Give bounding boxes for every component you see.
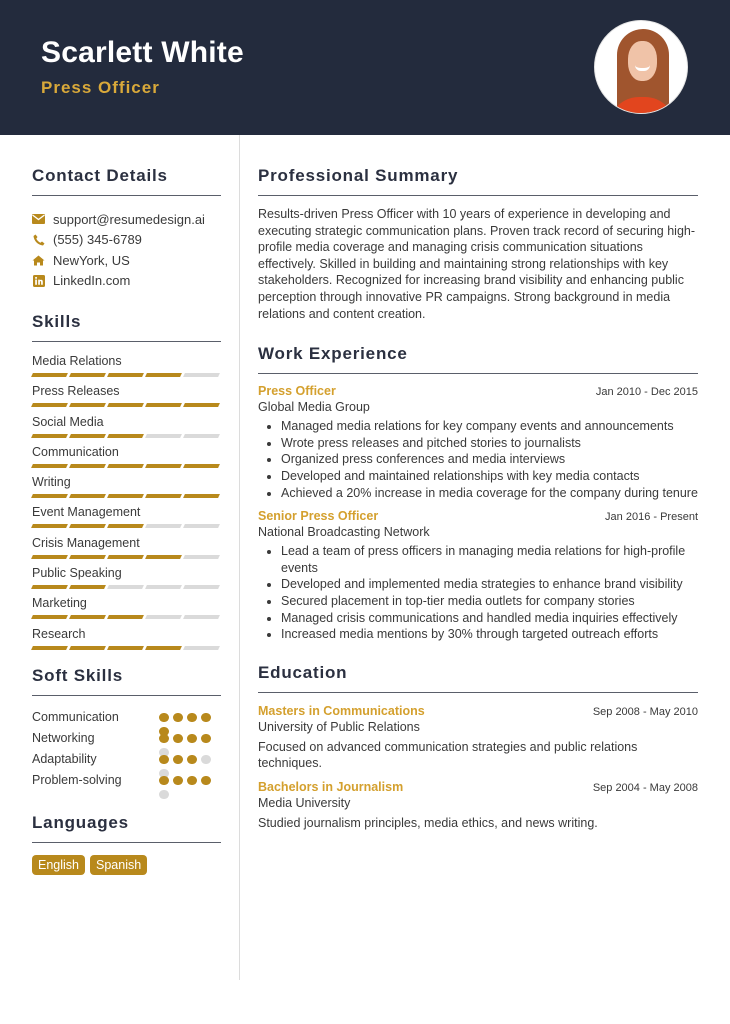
education-description: Studied journalism principles, media ethics, and news writing.	[258, 815, 598, 830]
languages-section	[32, 813, 221, 875]
job-dates: Jan 2016 - Present	[605, 511, 698, 524]
rating-dot	[173, 776, 183, 786]
rating-dot	[187, 755, 197, 765]
level-segment	[31, 585, 68, 589]
section-divider	[32, 695, 221, 696]
job-title: Senior Press Officer	[258, 509, 379, 524]
linkedin-icon	[32, 274, 45, 287]
skill-item	[32, 349, 221, 379]
level-segment	[183, 464, 220, 468]
level-segment	[145, 585, 182, 589]
skills-section	[32, 312, 221, 652]
section-divider	[32, 842, 221, 843]
level-segment	[145, 403, 182, 407]
job-bullets	[258, 418, 698, 501]
rating-dot	[201, 713, 211, 723]
level-segment	[69, 494, 106, 498]
soft-skill-item	[32, 728, 221, 749]
skill-name: Research	[32, 626, 86, 641]
school-name: University of Public Relations	[258, 719, 420, 734]
rating-dot	[187, 734, 197, 744]
soft-skill-item	[32, 707, 221, 728]
degree-name: Masters in Communications	[258, 703, 425, 718]
level-segment	[145, 524, 182, 528]
level-segment	[107, 524, 144, 528]
soft-skill-item	[32, 770, 221, 791]
school-name: Media University	[258, 795, 351, 810]
experience-entry	[258, 509, 698, 643]
level-segment	[31, 524, 68, 528]
level-segment	[69, 373, 106, 377]
skill-name: Writing	[32, 475, 71, 490]
education-entry	[258, 780, 698, 832]
level-segment	[183, 555, 220, 559]
level-segment	[31, 373, 68, 377]
section-heading: Languages	[32, 812, 129, 832]
contact-section	[32, 135, 221, 291]
rating-dot	[159, 776, 169, 786]
section-heading: Contact Details	[32, 166, 168, 185]
level-segment	[31, 555, 68, 559]
bullet-item: • Managed crisis communications and handled media inquiries effectively	[281, 610, 698, 627]
level-segment	[107, 434, 144, 438]
level-segment	[69, 524, 106, 528]
skill-name: Marketing	[32, 596, 87, 611]
rating-dot	[187, 776, 197, 786]
rating-dot	[201, 734, 211, 744]
level-segment	[107, 373, 144, 377]
education-description: Focused on advanced communication strategies and public relations techniques.	[258, 739, 638, 771]
level-segment	[31, 494, 68, 498]
rating-dot	[159, 755, 169, 765]
skill-item	[32, 561, 221, 591]
skill-item	[32, 470, 221, 500]
level-segment	[145, 615, 182, 619]
level-segment	[183, 646, 220, 650]
candidate-name: Scarlett White	[41, 36, 244, 69]
level-segment	[31, 434, 68, 438]
main-content	[258, 135, 698, 831]
education-entry	[258, 704, 698, 772]
rating-dot	[159, 790, 169, 800]
skill-name: Crisis Management	[32, 535, 140, 550]
column-divider	[239, 135, 240, 980]
skill-item	[32, 622, 221, 652]
bullet-item: • Increased media mentions by 30% through targeted outreach efforts	[281, 626, 698, 643]
language-badge: English	[32, 855, 85, 875]
section-divider	[258, 195, 698, 196]
section-heading: Professional Summary	[258, 166, 459, 185]
level-segment	[107, 555, 144, 559]
skill-item	[32, 500, 221, 530]
level-segment	[69, 585, 106, 589]
rating-dot	[159, 713, 169, 723]
company-name: National Broadcasting Network	[258, 525, 430, 540]
skill-level-bar	[32, 524, 221, 528]
rating-dot	[201, 755, 211, 765]
skill-name: Event Management	[32, 505, 141, 520]
home-icon	[32, 254, 45, 267]
level-segment	[69, 646, 106, 650]
contact-linkedin[interactable]: LinkedIn.com	[32, 271, 221, 292]
rating-dot	[201, 776, 211, 786]
level-segment	[145, 464, 182, 468]
bullet-item: • Managed media relations for key company events and announcements	[281, 418, 698, 435]
summary-section	[258, 135, 698, 322]
rating-dot	[173, 755, 183, 765]
skill-level-bar	[32, 373, 221, 377]
level-segment	[107, 403, 144, 407]
level-segment	[31, 615, 68, 619]
level-segment	[31, 646, 68, 650]
job-bullets	[258, 543, 698, 643]
soft-skill-item	[32, 749, 221, 770]
level-segment	[107, 615, 144, 619]
skill-level-bar	[32, 403, 221, 407]
skill-name: Public Speaking	[32, 566, 122, 581]
level-segment	[183, 585, 220, 589]
level-segment	[145, 555, 182, 559]
level-segment	[69, 464, 106, 468]
skill-item	[32, 440, 221, 470]
language-badge: Spanish	[90, 855, 147, 875]
level-segment	[183, 373, 220, 377]
soft-skill-rating	[159, 749, 219, 770]
section-divider	[258, 692, 698, 693]
level-segment	[69, 555, 106, 559]
contact-email[interactable]: support@resumedesign.ai	[32, 209, 221, 230]
section-heading: Work Experience	[258, 344, 408, 364]
skill-item	[32, 591, 221, 621]
section-heading: Soft Skills	[32, 665, 123, 685]
skill-level-bar	[32, 434, 221, 438]
level-segment	[145, 434, 182, 438]
section-heading: Skills	[32, 312, 82, 331]
soft-skill-name: Problem-solving	[32, 773, 122, 788]
level-segment	[69, 403, 106, 407]
rating-dot	[173, 734, 183, 744]
education-dates: Sep 2004 - May 2008	[592, 781, 698, 794]
level-segment	[145, 494, 182, 498]
level-segment	[31, 403, 68, 407]
level-segment	[183, 494, 220, 498]
skill-item	[32, 379, 221, 409]
rating-dot	[187, 713, 197, 723]
level-segment	[69, 434, 106, 438]
bullet-item: • Lead a team of press officers in managing media relations for high-profile events	[281, 543, 698, 576]
candidate-title: Press Officer	[41, 78, 160, 97]
skill-level-bar	[32, 585, 221, 589]
profile-photo	[594, 20, 688, 114]
experience-entry	[258, 384, 698, 501]
bullet-item: • Organized press conferences and media interviews	[281, 451, 698, 468]
bullet-item: • Wrote press releases and pitched stories to journalists	[281, 435, 698, 452]
skill-name: Media Relations	[32, 354, 122, 368]
level-segment	[183, 524, 220, 528]
company-name: Global Media Group	[258, 400, 370, 415]
skill-level-bar	[32, 464, 221, 468]
job-title: Press Officer	[258, 384, 336, 399]
skill-level-bar	[32, 615, 221, 619]
skill-name: Social Media	[32, 414, 104, 429]
level-segment	[145, 646, 182, 650]
skill-level-bar	[32, 555, 221, 559]
summary-text: Results-driven Press Officer with 10 years of experience in developing and executing strategic communication plans. Proven track record of securing high-profile media coverage and managing crisis communication situations effectively. Skilled in building and maintaining strong relationships with key stakeholders. Recognized for increasing brand visibility and enhancing public perception through innovative PR campaigns. Strong background in media relations and content creation.	[258, 207, 696, 321]
resume-header	[0, 0, 730, 135]
level-segment	[183, 403, 220, 407]
level-segment	[145, 373, 182, 377]
soft-skills-section	[32, 666, 221, 791]
level-segment	[183, 434, 220, 438]
contact-location: NewYork, US	[32, 250, 221, 271]
bullet-item: • Secured placement in top-tier media outlets for company stories	[281, 593, 698, 610]
bullet-item: • Achieved a 20% increase in media coverage for the company during tenure	[281, 485, 698, 502]
section-heading: Education	[258, 662, 348, 682]
section-divider	[32, 341, 221, 342]
level-segment	[107, 464, 144, 468]
degree-name: Bachelors in Journalism	[258, 779, 404, 794]
skill-name: Press Releases	[32, 384, 120, 399]
contact-phone[interactable]: (555) 345-6789	[32, 230, 221, 251]
section-divider	[258, 373, 698, 374]
envelope-icon	[32, 213, 45, 226]
soft-skill-name: Adaptability	[32, 752, 97, 767]
sidebar	[32, 135, 221, 875]
skill-item	[32, 410, 221, 440]
soft-skill-rating	[159, 707, 219, 728]
bullet-item: • Developed and implemented media strategies to enhance brand visibility	[281, 576, 698, 593]
skill-name: Communication	[32, 444, 119, 459]
education-section	[258, 663, 698, 832]
rating-dot	[173, 713, 183, 723]
skill-item	[32, 531, 221, 561]
soft-skill-rating	[159, 770, 219, 791]
bullet-item: • Developed and maintained relationships with key media contacts	[281, 468, 698, 485]
skill-level-bar	[32, 646, 221, 650]
soft-skill-name: Communication	[32, 710, 119, 725]
rating-dot	[159, 734, 169, 744]
skill-level-bar	[32, 494, 221, 498]
phone-icon	[32, 233, 45, 246]
level-segment	[31, 464, 68, 468]
level-segment	[107, 585, 144, 589]
soft-skill-name: Networking	[32, 731, 95, 746]
job-dates: Jan 2010 - Dec 2015	[595, 386, 698, 399]
level-segment	[107, 646, 144, 650]
section-divider	[32, 195, 221, 196]
level-segment	[69, 615, 106, 619]
experience-section	[258, 344, 698, 643]
soft-skill-rating	[159, 728, 219, 749]
level-segment	[107, 494, 144, 498]
education-dates: Sep 2008 - May 2010	[592, 705, 698, 718]
level-segment	[183, 615, 220, 619]
